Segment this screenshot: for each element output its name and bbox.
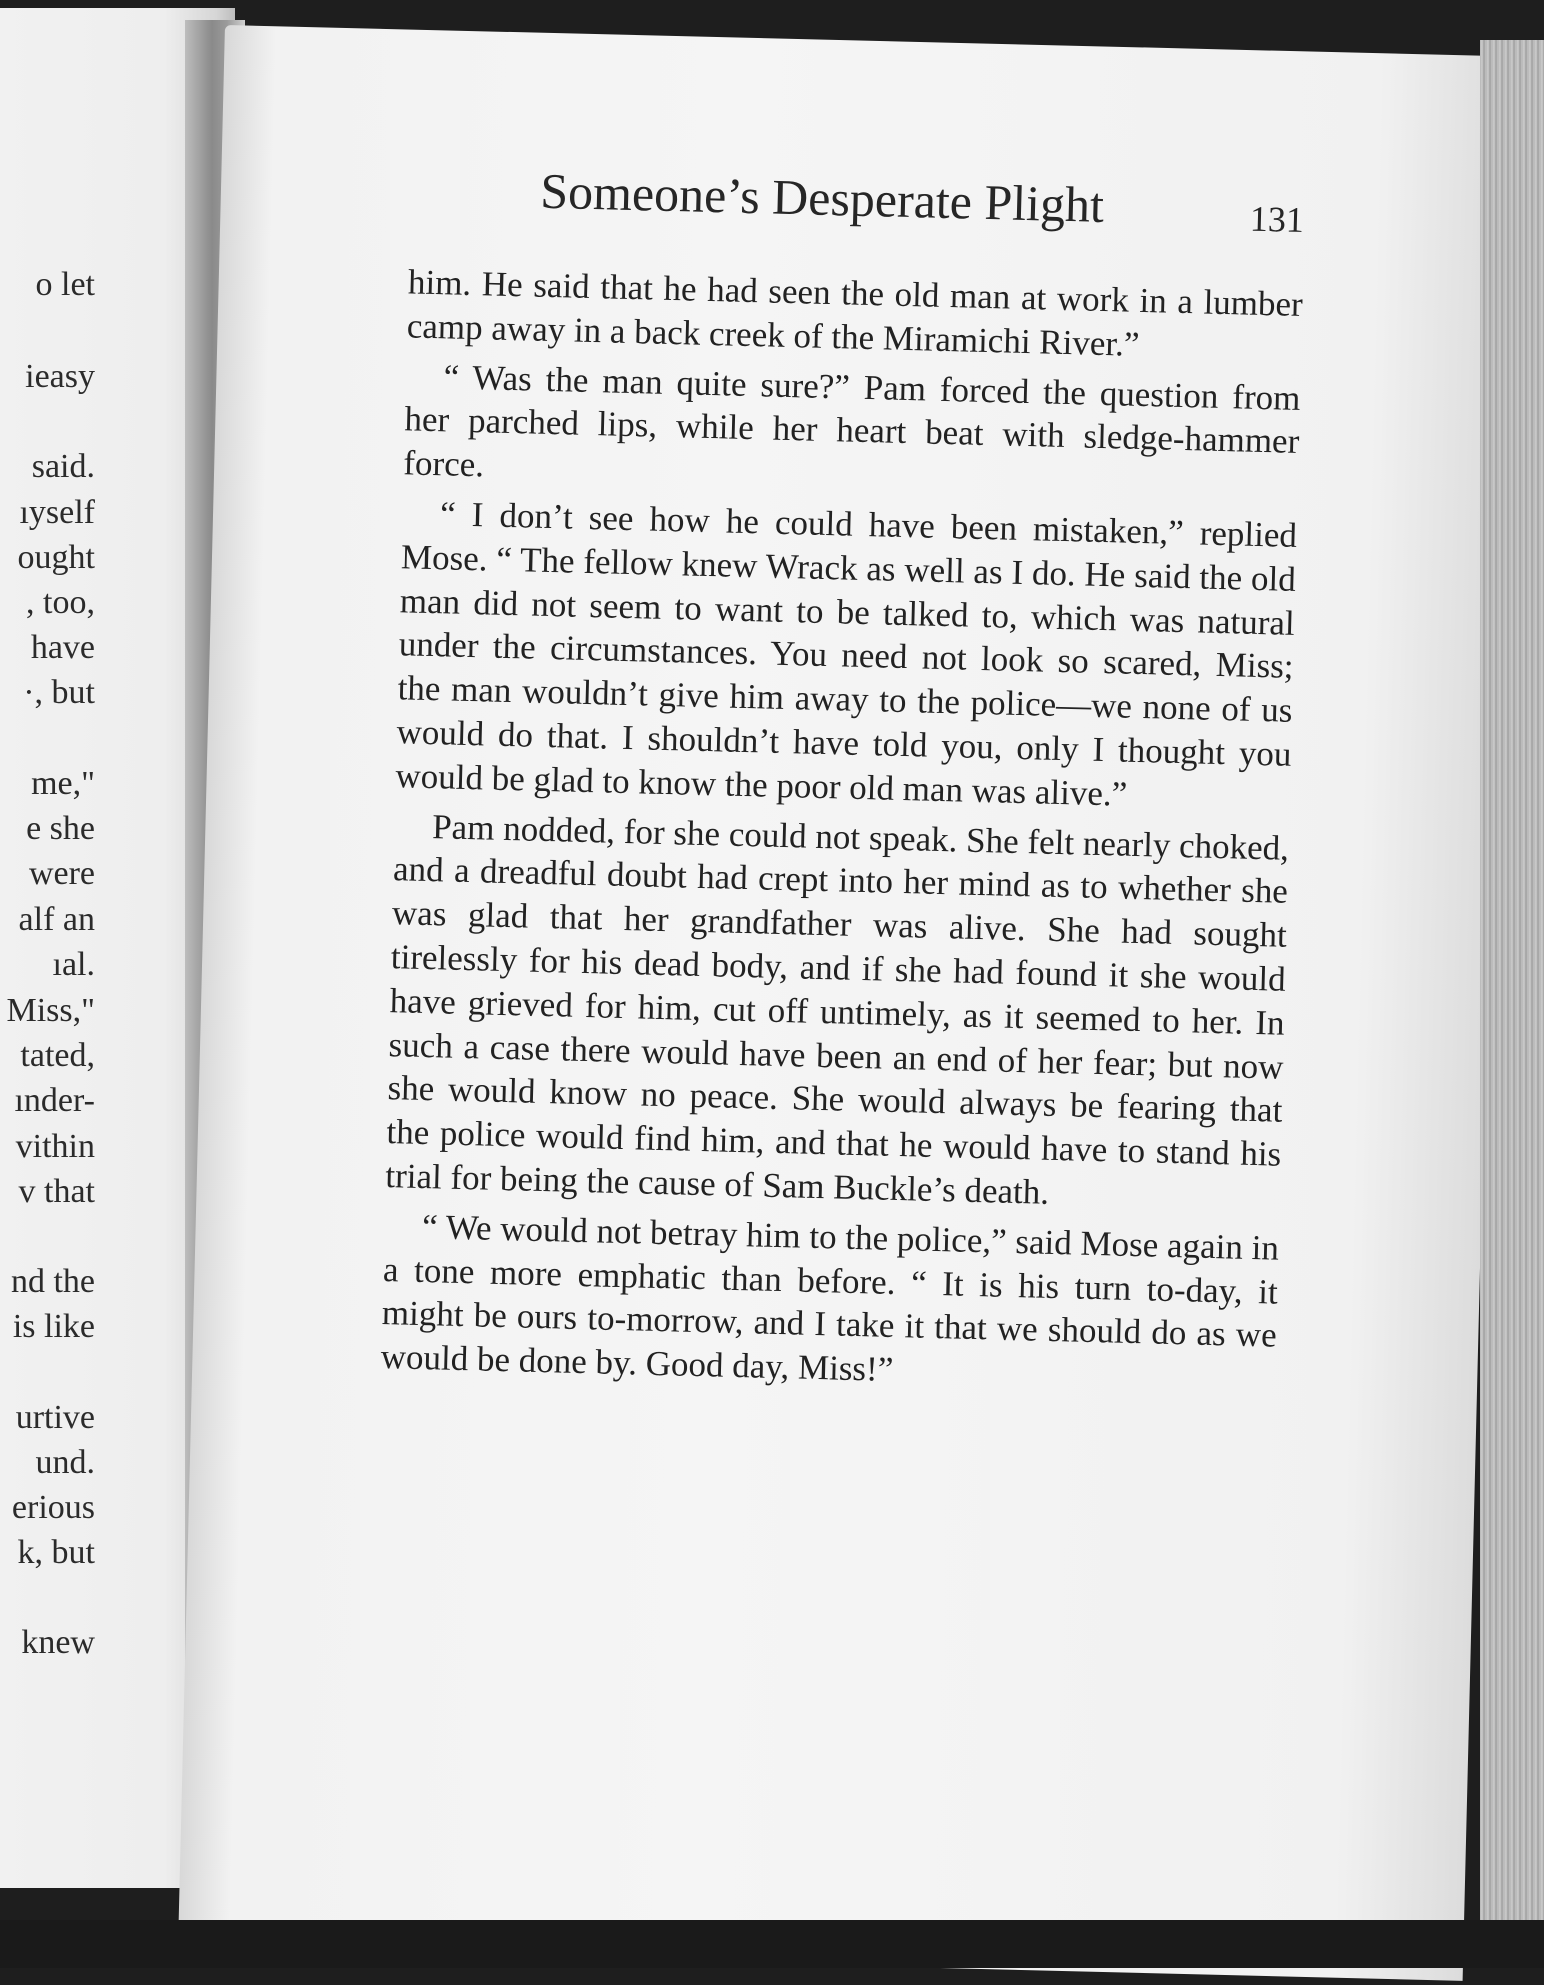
left-fragment: me," (31, 765, 95, 802)
body-text (380, 260, 1303, 1407)
left-fragment: e she (26, 810, 95, 847)
left-fragment: ınder- (14, 1082, 95, 1119)
left-fragment: is like (12, 1308, 95, 1345)
left-fragment: ·, but (23, 674, 95, 711)
left-fragment: vithin (15, 1128, 95, 1165)
left-fragment: k, but (17, 1534, 95, 1571)
left-fragment: nd the (10, 1263, 95, 1300)
left-fragment: alf an (18, 901, 95, 938)
paragraph: “ We would not betray him to the police,” said Mose again in a tone more emphatic than before. “ It is his turn to-day, it might be ours to-morrow, and I take it that we should do as we would be done by. Good day, Miss!” (380, 1206, 1280, 1390)
running-head: Someone’s Desperate Plight (539, 162, 1105, 233)
paragraph: Pam nodded, for she could not speak. She felt nearly choked, and a dreadful doubt had crept into her mind as to whether she was glad that her grandfather was alive. She had sought tirelessly for his dead body, and if she had found it she would have grieved for him, cut off untimely, as it seemed to her. In such a case there would have been an end of her fear; but now she would know no peace. She would always be fearing that the police would find him, and that he would have to stand his trial for being the cause of Sam Buckle’s death. (384, 806, 1290, 1212)
left-fragment: ıyself (19, 494, 95, 531)
left-fragment: ıal. (52, 946, 95, 983)
left-fragment: , too, (26, 584, 95, 621)
left-fragment: erious (11, 1489, 95, 1526)
left-fragment: knew (21, 1624, 95, 1661)
paragraph: him. He said that he had seen the old man at work in a lumber camp away in a back creek of the Miramichi River.” (406, 262, 1304, 364)
page-number: 131 (1249, 198, 1305, 240)
paragraph: “ I don’t see how he could have been mistaken,” replied Mose. “ The fellow knew Wrack as well as I do. He said the old man did not seem to want to be talked to, which was natural under the circumstances. You need not look so scared, Miss; the man wouldn’t give him away to the police—we none of us would do that. I shouldn’t have told you, only I thought you would be glad to know the poor old man was alive.” (395, 494, 1298, 814)
paragraph: “ Was the man quite sure?” Pam forced the question from her parched lips, while her heart beat with sledge-hammer force. (402, 356, 1301, 485)
left-fragment: ought (17, 539, 95, 576)
left-fragment: o let (35, 266, 95, 303)
left-fragment: tated, (20, 1037, 95, 1074)
left-fragment: und. (35, 1444, 95, 1481)
background-strip (0, 1920, 1544, 1968)
left-fragment: ieasy (25, 358, 95, 395)
left-fragment: have (30, 629, 95, 666)
left-fragment: said. (31, 448, 95, 485)
left-fragment: v that (18, 1173, 95, 1210)
left-fragment: urtive (15, 1399, 95, 1436)
left-fragment: Miss," (6, 992, 95, 1029)
left-fragment: were (28, 855, 95, 892)
